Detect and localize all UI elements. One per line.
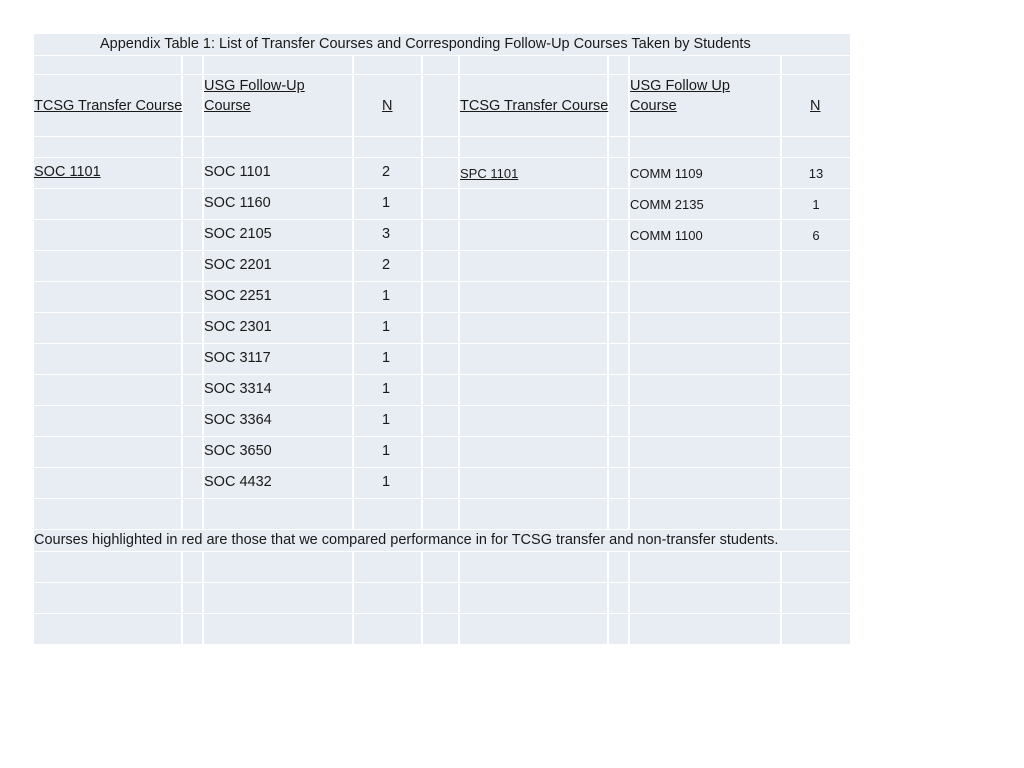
usg-course-left: SOC 2105 (204, 226, 272, 242)
n-value-left: 3 (382, 226, 391, 242)
n-value-left: 1 (382, 288, 391, 304)
header-usg-left-line2: Course (204, 98, 251, 114)
tcsg-transfer-course-left: SOC 1101 (34, 164, 101, 180)
spacer-row (34, 614, 850, 645)
header-tcsg-left: TCSG Transfer Course (34, 98, 183, 114)
n-value-right: 1 (812, 197, 820, 212)
usg-course-left: SOC 3364 (204, 412, 272, 428)
table-row (34, 220, 850, 251)
table-row (34, 189, 850, 220)
n-value-left: 1 (382, 195, 391, 211)
usg-course-right: COMM 1109 (630, 166, 703, 181)
table-row (34, 282, 850, 313)
usg-course-left: SOC 4432 (204, 474, 272, 490)
table-row (34, 437, 850, 468)
header-usg-right-line1: USG Follow Up (630, 78, 730, 94)
table-note: Courses highlighted in red are those that we compared performance in for TCSG transfer and non-transfer students. (34, 532, 779, 548)
spacer-row (34, 56, 850, 75)
header-n-right: N (810, 98, 821, 114)
table-row (34, 313, 850, 344)
n-value-left: 1 (382, 350, 391, 366)
header-tcsg-right: TCSG Transfer Course (460, 98, 609, 114)
n-value-right: 13 (808, 166, 824, 181)
spacer-row (34, 583, 850, 614)
usg-course-left: SOC 2201 (204, 257, 272, 273)
usg-course-left: SOC 1160 (204, 195, 271, 211)
n-value-left: 1 (382, 412, 391, 428)
n-value-left: 1 (382, 381, 391, 397)
table-row (34, 158, 850, 189)
table-row (34, 406, 850, 437)
header-usg-left-line1: USG Follow-Up (204, 78, 305, 94)
spreadsheet-table (34, 34, 850, 645)
table-row (34, 344, 850, 375)
usg-course-left: SOC 3117 (204, 350, 271, 366)
table-title: Appendix Table 1: List of Transfer Courses and Corresponding Follow-Up Courses Taken by Students (100, 36, 751, 52)
n-value-right: 6 (812, 228, 820, 243)
spacer-row (34, 137, 850, 158)
usg-course-left: SOC 1101 (204, 164, 271, 180)
header-n-left: N (382, 98, 393, 114)
spacer-row (34, 499, 850, 530)
usg-course-right: COMM 1100 (630, 228, 703, 243)
table-row (34, 468, 850, 499)
spacer-row (34, 552, 850, 583)
n-value-left: 1 (382, 443, 391, 459)
n-value-left: 1 (382, 319, 391, 335)
usg-course-left: SOC 3650 (204, 443, 272, 459)
usg-course-left: SOC 2301 (204, 319, 272, 335)
usg-course-right: COMM 2135 (630, 197, 704, 212)
usg-course-left: SOC 3314 (204, 381, 272, 397)
title-row (34, 34, 850, 56)
n-value-left: 1 (382, 474, 391, 490)
table-row (34, 375, 850, 406)
n-value-left: 2 (382, 257, 391, 273)
data-rows (34, 158, 850, 499)
header-row (34, 75, 850, 137)
table-row (34, 251, 850, 282)
n-value-left: 2 (382, 164, 391, 180)
tcsg-transfer-course-right: SPC 1101 (460, 166, 519, 181)
note-row (34, 530, 850, 552)
header-usg-right-line2: Course (630, 98, 677, 114)
usg-course-left: SOC 2251 (204, 288, 272, 304)
